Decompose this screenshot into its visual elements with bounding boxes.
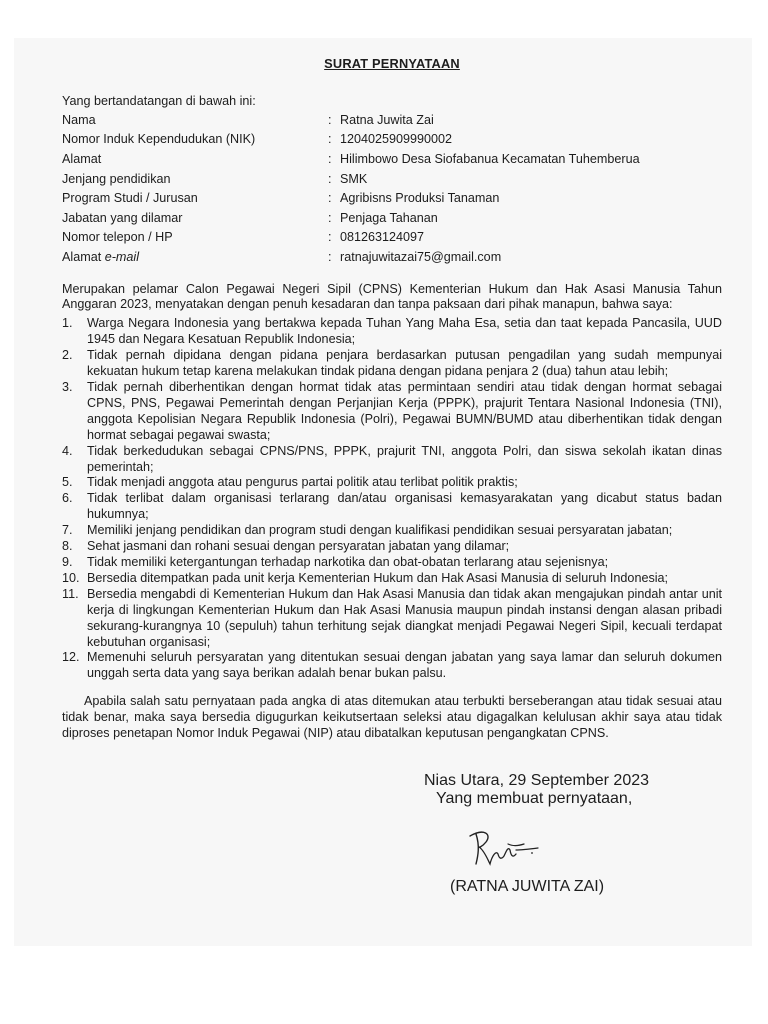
list-number: 9.	[62, 554, 73, 569]
list-text: Tidak terlibat dalam organisasi terlarang dan/atau organisasi kemasyarakatan yang dicabut status badan hukumnya;	[87, 491, 722, 522]
field-value: 1204025909990002	[340, 132, 453, 147]
document-body	[62, 56, 722, 742]
list-text: Tidak pernah diberhentikan dengan hormat tidak atas permintaan sendiri atau tidak dengan hormat sebagai CPNS, PNS, Pegawai Pemerintah dengan Perjanjian Kerja (PPPK), prajurit Tentara Nasional Indonesia (TNI), anggota Kepolisian Negara Republik Indonesia (Polri), Pegawai BUMN/BUMD atau diberhentikan tidak dengan hormat sebagai pegawai swasta;	[87, 380, 722, 442]
list-number: 3.	[62, 380, 73, 394]
field-colon: :	[328, 210, 332, 225]
list-item	[62, 523, 722, 539]
field-label: Jenjang pendidikan	[62, 171, 171, 186]
list-item	[62, 444, 722, 476]
field-colon: :	[328, 112, 332, 127]
list-text: Warga Negara Indonesia yang bertakwa kepada Tuhan Yang Maha Esa, setia dan taat kepada Pancasila, UUD 1945 dan Negara Kesatuan Republik Indonesia;	[87, 316, 722, 347]
field-label-email	[62, 250, 328, 266]
field-row	[62, 230, 722, 250]
field-value: Penjaga Tahanan	[340, 210, 438, 225]
handwritten-signature	[458, 820, 548, 870]
list-number: 10.	[62, 570, 80, 585]
document-page	[14, 38, 752, 946]
field-row	[62, 113, 722, 133]
field-row	[62, 132, 722, 152]
list-item	[62, 316, 722, 348]
list-text: Tidak berkedudukan sebagai CPNS/PNS, PPPK, prajurit TNI, anggota Polri, dan siswa sekolah ikatan dinas pemerintah;	[87, 443, 722, 474]
field-value: Agribisns Produksi Tanaman	[340, 191, 500, 206]
field-label: Nomor Induk Kependudukan (NIK)	[62, 132, 256, 147]
closing-paragraph: Apabila salah satu pernyataan pada angka di atas ditemukan atau terbukti berseberangan atau tidak sesuai atau tidak benar, maka saya bersedia digugurkan keikutsertaan seleksi atau digagalkan kelulusan akhir saya atau tidak diproses penetapan Nomor Induk Pegawai (NIP) atau dibatalkan keputusan pengangkatan CPNS.	[62, 694, 722, 741]
field-colon: :	[328, 191, 332, 206]
field-colon: :	[328, 132, 332, 147]
signature-block	[424, 772, 684, 808]
field-value: ratnajuwitazai75@gmail.com	[340, 249, 502, 264]
list-number: 7.	[62, 523, 73, 538]
list-number: 8.	[62, 539, 73, 554]
identity-fields	[62, 113, 722, 270]
list-item	[62, 555, 722, 571]
field-row	[62, 211, 722, 231]
document-title: SURAT PERNYATAAN	[324, 56, 460, 71]
field-label: Alamat	[62, 152, 102, 166]
field-label: Nomor telepon / HP	[62, 230, 173, 245]
place-date: Nias Utara, 29 September 2023	[424, 772, 650, 789]
statement-paragraph: Merupakan pelamar Calon Pegawai Negeri Sipil (CPNS) Kementerian Hukum dan Hak Asasi Manusia Tahun Anggaran 2023, menyatakan dengan penuh kesadaran dan tanpa paksaan dari pihak manapun, bahwa saya:	[62, 281, 722, 312]
field-row	[62, 172, 722, 192]
list-text: Bersedia mengabdi di Kementerian Hukum dan Hak Asasi Manusia dan tidak akan mengajukan pindah antar unit kerja di lingkungan Kementerian Hukum dan Hak Asasi Manusia maupun pindah instansi dengan alasan pribadi sekurang-kurangnya 10 (sepuluh) tahun terhitung sejak diangkat menjadi Pegawai Negeri Sipil, kecuali terdapat kebutuhan organisasi;	[87, 586, 722, 649]
list-text: Tidak menjadi anggota atau pengurus partai politik atau terlibat politik praktis;	[87, 475, 518, 490]
list-text: Bersedia ditempatkan pada unit kerja Kementerian Hukum dan Hak Asasi Manusia di seluruh Indonesia;	[87, 570, 669, 585]
list-text: Memiliki jenjang pendidikan dan program studi dengan kualifikasi pendidikan sesuai persyaratan jabatan;	[87, 523, 673, 538]
list-number: 4.	[62, 443, 73, 458]
list-number: 5.	[62, 475, 73, 490]
field-label: Jabatan yang dilamar	[62, 210, 183, 225]
list-number: 2.	[62, 348, 73, 363]
maker-line: Yang membuat pernyataan,	[436, 790, 633, 807]
field-value: Hilimbowo Desa Siofabanua Kecamatan Tuhemberua	[340, 152, 640, 166]
list-number: 6.	[62, 491, 73, 506]
list-item	[62, 491, 722, 523]
list-text: Tidak memiliki ketergantungan terhadap narkotika dan obat-obatan terlarang atau sejenisnya;	[87, 554, 609, 569]
field-row	[62, 191, 722, 211]
list-item	[62, 380, 722, 444]
field-colon: :	[328, 249, 332, 264]
field-label: Program Studi / Jurusan	[62, 191, 198, 206]
signer-name: (RATNA JUWITA ZAI)	[450, 878, 605, 895]
field-label: Alamat	[62, 249, 105, 264]
list-number: 11.	[62, 586, 79, 601]
field-row	[62, 250, 722, 270]
list-item	[62, 348, 722, 380]
field-label-emphasis: e-mail	[104, 249, 139, 264]
field-value: Ratna Juwita Zai	[340, 112, 434, 127]
field-colon: :	[328, 171, 332, 186]
list-item	[62, 587, 722, 651]
list-item	[62, 650, 722, 682]
list-item	[62, 539, 722, 555]
statement-list	[62, 316, 722, 682]
list-text: Sehat jasmani dan rohani sesuai dengan persyaratan jabatan yang dilamar;	[87, 539, 510, 554]
list-text: Memenuhi seluruh persyaratan yang ditentukan sesuai dengan jabatan yang saya lamar dan seluruh dokumen unggah serta data yang saya berikan adalah benar bukan palsu.	[87, 650, 722, 681]
list-number: 12.	[62, 650, 80, 665]
field-colon: :	[328, 230, 332, 245]
list-item	[62, 571, 722, 587]
list-item	[62, 475, 722, 491]
list-text: Tidak pernah dipidana dengan pidana penjara berdasarkan putusan pengadilan yang sudah mempunyai kekuatan hukum tetap karena melakukan tindak pidana dengan pidana penjara 2 (dua) tahun atau lebih;	[87, 348, 722, 379]
intro-line: Yang bertandatangan di bawah ini:	[62, 93, 256, 108]
list-number: 1.	[62, 316, 73, 331]
field-value: SMK	[340, 171, 368, 186]
field-label: Nama	[62, 112, 96, 127]
field-colon: :	[328, 152, 332, 166]
field-value: 081263124097	[340, 230, 425, 245]
field-row	[62, 152, 722, 172]
